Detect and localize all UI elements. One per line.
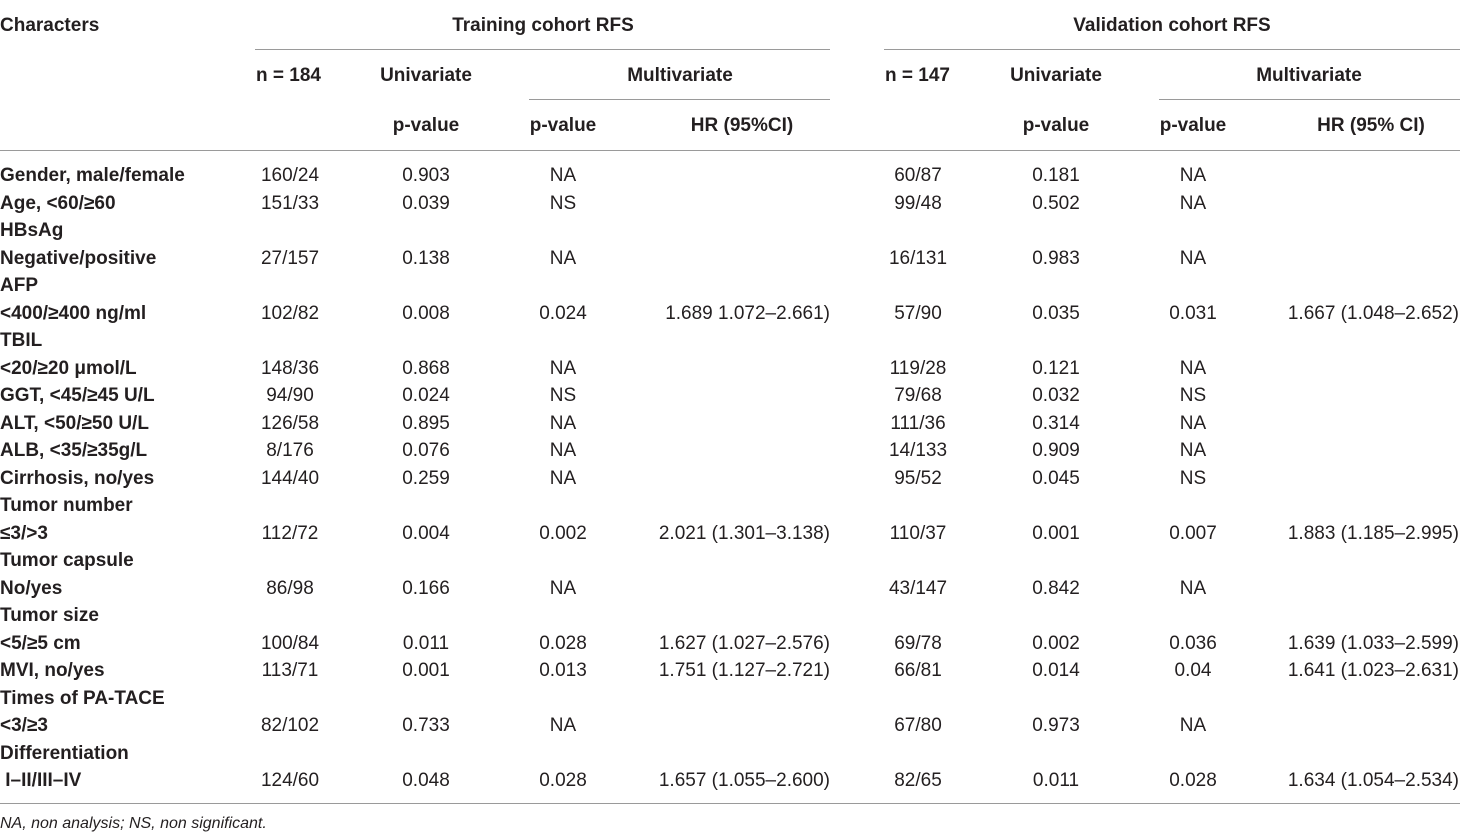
row-label: Negative/positive [0, 247, 157, 269]
header-valid-multi-p: p-value [1159, 115, 1227, 136]
row-label: Cirrhosis, no/yes [0, 467, 155, 489]
row-label: Differentiation [0, 742, 129, 764]
training-group-rule [255, 49, 830, 50]
header-valid-uni-p: p-value [1022, 115, 1090, 136]
cell-train-multi-p: 0.002 [539, 522, 587, 544]
footnote: NA, non analysis; NS, non significant. [0, 815, 267, 832]
cell-valid-multi-p: NS [1179, 467, 1207, 489]
cell-train-n: 94/90 [266, 385, 314, 406]
cell-train-n: 148/36 [260, 357, 320, 379]
cell-train-uni-p: 0.039 [402, 192, 450, 214]
row-label: <3/≥3 [0, 715, 48, 736]
cell-valid-uni-p: 0.032 [1032, 385, 1080, 406]
cell-train-n: 160/24 [260, 165, 320, 186]
cell-train-n: 144/40 [260, 467, 320, 489]
header-training-cohort: Training cohort RFS [452, 15, 634, 36]
cell-valid-uni-p: 0.121 [1032, 357, 1080, 379]
row-label: ALT, <50/≥50 U/L [0, 412, 149, 434]
cell-train-uni-p: 0.076 [402, 440, 450, 461]
row-label: <400/≥400 ng/ml [0, 302, 147, 324]
cell-train-uni-p: 0.024 [402, 385, 450, 406]
cell-valid-n: 69/78 [894, 632, 942, 654]
cell-valid-uni-p: 0.983 [1032, 247, 1080, 269]
table-bottom-rule [0, 803, 1460, 804]
row-label: <5/≥5 cm [0, 632, 81, 654]
cell-train-n: 113/71 [261, 660, 319, 681]
header-valid-hr: HR (95% CI) [1317, 115, 1425, 136]
cell-train-hr: 2.021 (1.301–3.138) [658, 522, 830, 544]
header-valid-multivariate: Multivariate [1256, 65, 1362, 86]
header-valid-univariate: Univariate [1010, 65, 1102, 86]
cell-valid-hr: 1.639 (1.033–2.599) [1287, 632, 1459, 654]
header-valid-n: n = 147 [885, 65, 950, 86]
cell-valid-hr: 1.883 (1.185–2.995) [1287, 522, 1459, 544]
cell-valid-uni-p: 0.001 [1032, 522, 1080, 544]
row-label: Times of PA-TACE [0, 687, 165, 709]
cell-train-uni-p: 0.048 [402, 770, 450, 791]
cell-train-n: 102/82 [260, 302, 320, 324]
row-label: Tumor size [0, 605, 99, 626]
header-validation-cohort: Validation cohort RFS [1073, 15, 1271, 36]
row-label: Tumor number [0, 495, 133, 516]
cell-train-n: 86/98 [266, 577, 314, 599]
cell-valid-uni-p: 0.842 [1032, 577, 1080, 599]
row-label: <20/≥20 μmol/L [0, 357, 137, 379]
row-label: ≤3/>3 [0, 522, 48, 544]
cell-train-multi-p: NA [549, 412, 577, 434]
cell-valid-multi-p: NA [1179, 412, 1207, 434]
header-train-multivariate: Multivariate [627, 65, 733, 86]
cell-valid-multi-p: NA [1179, 715, 1207, 736]
cell-valid-multi-p: 0.031 [1169, 302, 1217, 324]
cell-valid-hr: 1.634 (1.054–2.534) [1287, 770, 1459, 791]
row-label: I–II/III–IV [0, 770, 82, 791]
cell-train-multi-p: NS [549, 385, 577, 406]
cell-train-multi-p: NA [549, 715, 577, 736]
cell-train-uni-p: 0.895 [402, 412, 450, 434]
cell-train-multi-p: NA [549, 165, 577, 186]
cell-valid-n: 16/131 [888, 247, 948, 269]
cell-valid-n: 60/87 [894, 165, 942, 186]
cell-valid-n: 79/68 [894, 385, 942, 406]
cell-train-multi-p: NA [549, 467, 577, 489]
cell-train-uni-p: 0.903 [402, 165, 450, 186]
cell-train-hr: 1.657 (1.055–2.600) [658, 770, 830, 791]
cell-train-multi-p: 0.028 [539, 632, 587, 654]
cell-valid-n: 119/28 [889, 357, 947, 379]
cell-valid-multi-p: 0.007 [1169, 522, 1217, 544]
row-label: AFP [0, 275, 38, 296]
header-characters: Characters [0, 15, 100, 36]
cell-valid-multi-p: NA [1179, 247, 1207, 269]
row-label: TBIL [0, 330, 43, 351]
cell-valid-uni-p: 0.014 [1032, 660, 1080, 681]
row-label: GGT, <45/≥45 U/L [0, 385, 155, 406]
cell-valid-uni-p: 0.314 [1032, 412, 1080, 434]
cell-valid-n: 67/80 [894, 715, 942, 736]
cell-train-hr: 1.627 (1.027–2.576) [658, 632, 830, 654]
cell-valid-uni-p: 0.973 [1032, 715, 1080, 736]
cell-valid-multi-p: NA [1179, 357, 1207, 379]
cell-valid-multi-p: NA [1179, 165, 1207, 186]
cell-train-uni-p: 0.166 [402, 577, 450, 599]
cell-valid-multi-p: 0.04 [1174, 660, 1212, 681]
cell-train-multi-p: NA [549, 247, 577, 269]
cell-valid-n: 111/36 [890, 412, 946, 434]
cell-train-uni-p: 0.001 [402, 660, 450, 681]
row-label: Gender, male/female [0, 165, 185, 186]
cell-valid-hr: 1.641 (1.023–2.631) [1287, 660, 1459, 681]
cell-train-n: 124/60 [260, 770, 320, 791]
cell-valid-multi-p: NA [1179, 440, 1207, 461]
row-label: No/yes [0, 577, 63, 599]
header-train-univariate: Univariate [380, 65, 472, 86]
cell-train-n: 27/157 [260, 247, 320, 269]
cell-valid-n: 82/65 [894, 770, 942, 791]
cell-train-hr: 1.689 1.072–2.661) [665, 302, 830, 324]
cell-valid-multi-p: 0.036 [1169, 632, 1217, 654]
cell-train-n: 8/176 [266, 440, 314, 461]
header-train-hr: HR (95%CI) [690, 115, 794, 136]
header-train-n: n = 184 [256, 65, 321, 86]
row-label: ALB, <35/≥35g/L [0, 440, 148, 461]
cell-train-n: 126/58 [260, 412, 320, 434]
row-label: Tumor capsule [0, 550, 134, 571]
cell-valid-n: 110/37 [889, 522, 947, 544]
cell-train-n: 151/33 [260, 192, 320, 214]
validation-group-rule [884, 49, 1460, 50]
cell-train-n: 112/72 [261, 522, 319, 544]
cell-valid-uni-p: 0.181 [1032, 165, 1080, 186]
cell-valid-uni-p: 0.909 [1032, 440, 1080, 461]
cell-train-uni-p: 0.004 [402, 522, 450, 544]
cell-valid-n: 95/52 [894, 467, 942, 489]
cell-valid-uni-p: 0.035 [1032, 302, 1080, 324]
cell-valid-uni-p: 0.045 [1032, 467, 1080, 489]
cell-valid-uni-p: 0.502 [1032, 192, 1080, 214]
cell-train-n: 100/84 [260, 632, 320, 654]
cell-train-uni-p: 0.008 [402, 302, 450, 324]
cell-train-uni-p: 0.259 [402, 467, 450, 489]
cell-valid-uni-p: 0.011 [1032, 770, 1080, 791]
cell-valid-multi-p: NS [1179, 385, 1207, 406]
cell-valid-n: 14/133 [888, 440, 948, 461]
cell-valid-n: 43/147 [888, 577, 948, 599]
header-train-uni-p: p-value [392, 115, 460, 136]
cell-train-uni-p: 0.868 [402, 357, 450, 379]
cell-valid-n: 99/48 [894, 192, 942, 214]
row-label: HBsAg [0, 220, 64, 241]
cell-train-hr: 1.751 (1.127–2.721) [658, 660, 830, 681]
cell-valid-n: 57/90 [894, 302, 942, 324]
row-label: MVI, no/yes [0, 660, 105, 681]
cell-train-multi-p: 0.013 [539, 660, 587, 681]
row-label: Age, <60/≥60 [0, 192, 116, 214]
cell-train-multi-p: 0.028 [539, 770, 587, 791]
cell-train-uni-p: 0.011 [402, 632, 450, 654]
cell-train-uni-p: 0.733 [402, 715, 450, 736]
cell-valid-multi-p: NA [1179, 192, 1207, 214]
cell-valid-uni-p: 0.002 [1032, 632, 1080, 654]
cell-valid-n: 66/81 [894, 660, 942, 681]
train-multivariate-rule [529, 99, 830, 100]
cell-train-multi-p: NA [549, 357, 577, 379]
cell-train-multi-p: NS [549, 192, 577, 214]
cell-valid-multi-p: 0.028 [1169, 770, 1217, 791]
cell-train-multi-p: NA [549, 577, 577, 599]
valid-multivariate-rule [1159, 99, 1460, 100]
cell-train-n: 82/102 [260, 715, 320, 736]
cell-valid-hr: 1.667 (1.048–2.652) [1287, 302, 1459, 324]
cell-train-multi-p: NA [549, 440, 577, 461]
cell-train-multi-p: 0.024 [539, 302, 587, 324]
header-train-multi-p: p-value [529, 115, 597, 136]
cell-train-uni-p: 0.138 [402, 247, 450, 269]
header-bottom-rule [0, 150, 1460, 151]
cell-valid-multi-p: NA [1179, 577, 1207, 599]
